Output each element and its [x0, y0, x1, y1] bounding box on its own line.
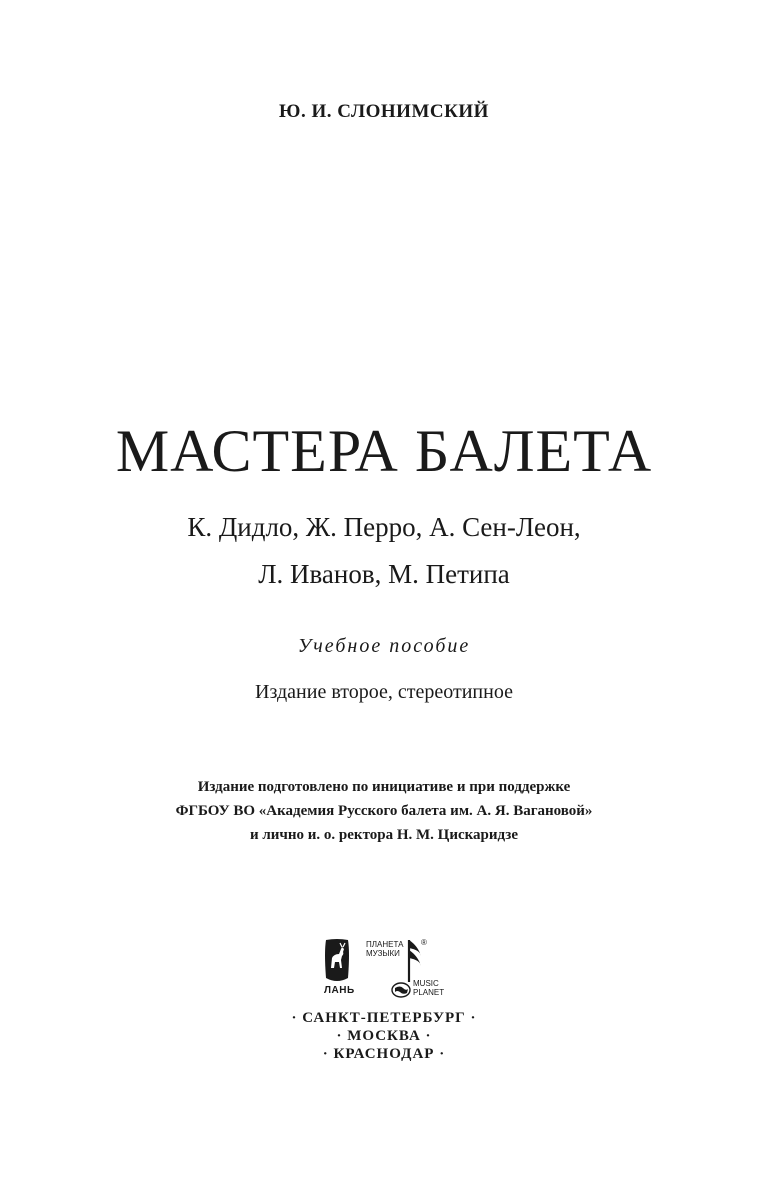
author-name: Ю. И. СЛОНИМСКИЙ [279, 101, 489, 122]
support-line-1: Издание подготовлено по инициативе и при поддержке [197, 779, 571, 795]
genre-label: Учебное пособие [297, 635, 471, 657]
support-line-3: и лично и. о. ректора Н. М. Цискаридзе [249, 827, 518, 843]
planeta-label-line-1: ПЛАНЕТА [366, 940, 404, 949]
planeta-label-line-2: МУЗЫКИ [366, 949, 400, 958]
support-line-2: ФГБОУ ВО «Академия Русского балета им. А. Я. Вагановой» [175, 803, 593, 819]
globe-icon [391, 980, 411, 1000]
doe-icon [322, 938, 352, 984]
planeta-muzyki-logo [366, 938, 452, 1004]
edition-label: Издание второе, стереотипное [255, 681, 513, 703]
publisher-logos [322, 938, 452, 1006]
music-planet-line-2: PLANET [413, 988, 445, 997]
planeta-muzyki-label [366, 940, 403, 958]
music-planet-label [413, 979, 444, 997]
lan-logo [322, 938, 355, 1004]
music-planet-line-1: MUSIC [413, 979, 439, 988]
subtitle-line-2: Л. Иванов, М. Петипа [258, 559, 510, 589]
registered-mark: ® [421, 938, 427, 947]
book-title: МАСТЕРА БАЛЕТА [115, 418, 653, 484]
lan-text: ЛАНЬ [324, 985, 355, 996]
subtitle-line-1: К. Дидло, Ж. Перро, А. Сен-Леон, [187, 512, 581, 542]
city-krasnodar: · КРАСНОДАР · [322, 1046, 446, 1062]
city-saint-petersburg: · САНКТ-ПЕТЕРБУРГ · [291, 1010, 477, 1026]
city-moscow: · МОСКВА · [336, 1028, 432, 1044]
